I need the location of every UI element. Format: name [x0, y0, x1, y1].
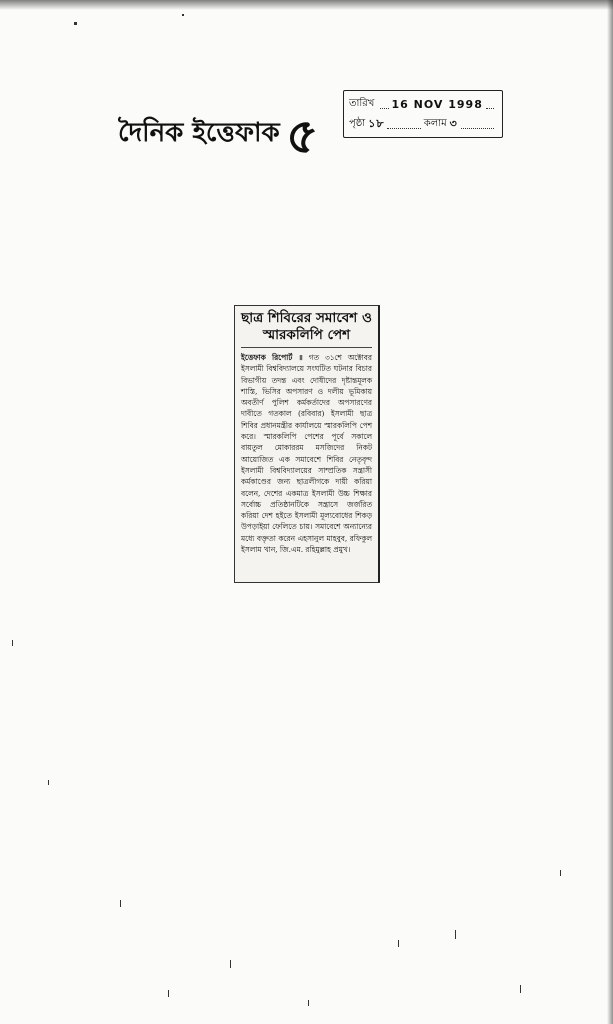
scan-speck [12, 640, 13, 646]
scan-speck [74, 22, 77, 25]
scan-speck [308, 1000, 309, 1006]
scan-speck [560, 870, 561, 876]
scan-speck [168, 990, 169, 997]
article-byline: ইত্তেফাক রিপোর্ট ॥ [241, 353, 303, 362]
scan-speck [455, 930, 456, 939]
scan-speck [48, 780, 49, 785]
handwritten-page-mark: ৫ [282, 106, 322, 166]
stamp-page-row [349, 114, 497, 134]
news-clipping [234, 305, 380, 583]
scan-speck [520, 985, 521, 993]
archive-stamp [343, 90, 503, 138]
stamp-date-value: 16 NOV 1998 [391, 97, 483, 111]
newspaper-name: দৈনিক ইত্তেফাক [118, 118, 280, 148]
scan-speck [398, 940, 399, 947]
stamp-column-label: কলাম [423, 117, 447, 129]
stamp-date-label: তারিখ [349, 97, 375, 109]
scan-right-edge [607, 0, 613, 1024]
article-body [241, 352, 372, 555]
stamp-date-row [349, 94, 497, 114]
article-text: গত ৩১শে অক্টোবর ইসলামী বিশ্ববিদ্যালয়ে সংঘটিত ঘটনার বিচার বিভাগীয় তদন্ত এবং দোষীদের দৃষ্টান্তমূলক শাস্তি, ভিসির অপসারণ ও দলীয় ভূমিকায় অবতীর্ণ পুলিশ কর্মকর্তাদের অপসারণের দাবীতে গতকাল (রবিবার) ইসলামী ছাত্র শিবির প্রধানমন্ত্রীর কার্যালয়ে স্মারকলিপি পেশ করে। স্মারকলিপি পেশের পূর্বে সকালে বায়তুল মোকাররম মসজিদের নিকট আয়োজিত এক সমাবেশে শিবির নেতৃবৃন্দ ইসলামী বিশ্ববিদ্যালয়ের সাম্প্রতিক সন্ত্রাসী কর্মকাণ্ডের জন্য ছাত্রলীগকে দায়ী করিয়া বলেন, দেশের একমাত্র ইসলামী উচ্চ শিক্ষার সর্বোচ্চ প্রতিষ্ঠানটিকে সন্ত্রাসে জর্জরিত করিয়া দেশ হইতে ইসলামী মূল্যবোধের শিকড় উপড়াইয়া ফেলিতে চায়। সমাবেশে অন্যান্যের মধ্যে বক্তৃতা করেন এহসানুল মাহবুব, রফিকুল ইসলাম খান, জি.এম. রহিমুল্লাহ প্রমুখ। [241, 353, 372, 555]
scan-speck [120, 900, 121, 907]
scan-top-edge [0, 0, 613, 10]
stamp-column-value: ৩ [449, 116, 458, 130]
stamp-page-label: পৃষ্ঠা [349, 117, 366, 129]
article-headline: ছাত্র শিবিরের সমাবেশ ও স্মারকলিপি পেশ [241, 310, 372, 348]
stamp-page-value: ১৮ [368, 116, 385, 130]
scan-speck [230, 960, 231, 968]
scan-speck [182, 14, 184, 16]
